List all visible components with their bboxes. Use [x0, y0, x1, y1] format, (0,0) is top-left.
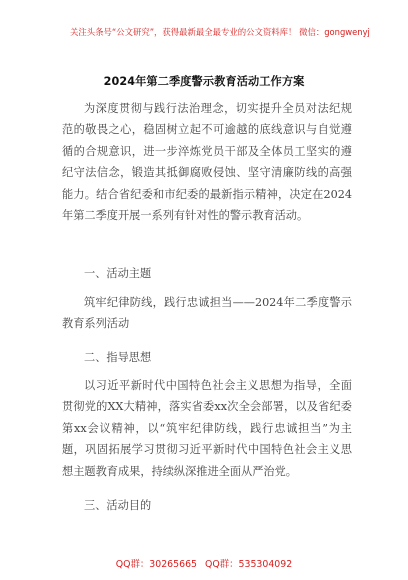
theme-paragraph: 筑牢纪律防线，践行忠诚担当——2024年二季度警示教育系列活动	[62, 296, 352, 331]
footer-qq-group-1: QQ群：30265665	[115, 559, 198, 570]
header-promo-note: 关注头条号“公文研究”，获得最新最全最专业的公文资料库！ 微信：gongwenyj	[70, 27, 370, 37]
section-heading-theme: 一、活动主题	[84, 267, 152, 280]
section-heading-guiding: 二、指导思想	[84, 351, 152, 364]
intro-paragraph: 为深度贯彻与践行法治理念，切实提升全员对法纪规范的敬畏之心，稳固树立起不可逾越的底线意识与自觉遵循的合规意识，进一步淬炼党员干部及全体员工坚实的遵纪守法信念，锻造其抵御腐败侵蚀、坚守清廉防线的高强能力。结合省纪委和市纪委的最新指示精神，决定在2024年第二季度开展一系列有针对性的警示教育活动。	[62, 102, 352, 223]
footer-qq-groups	[0, 556, 408, 570]
document-title: 2024年第二季度警示教育活动工作方案	[103, 75, 305, 88]
section-heading-purpose: 三、活动目的	[84, 499, 152, 512]
footer-qq-group-2: QQ群：535304092	[205, 559, 293, 570]
guiding-paragraph: 以习近平新时代中国特色社会主义思想为指导，全面贯彻党的XX大精神，落实省委xx次全会部署，以及省纪委第xx会议精神，以“筑牢纪律防线，践行忠诚担当”为主题，巩固拓展学习贯彻习近平新时代中国特色社会主义思想主题教育成果，持续纵深推进全面从严治党。	[62, 379, 352, 478]
